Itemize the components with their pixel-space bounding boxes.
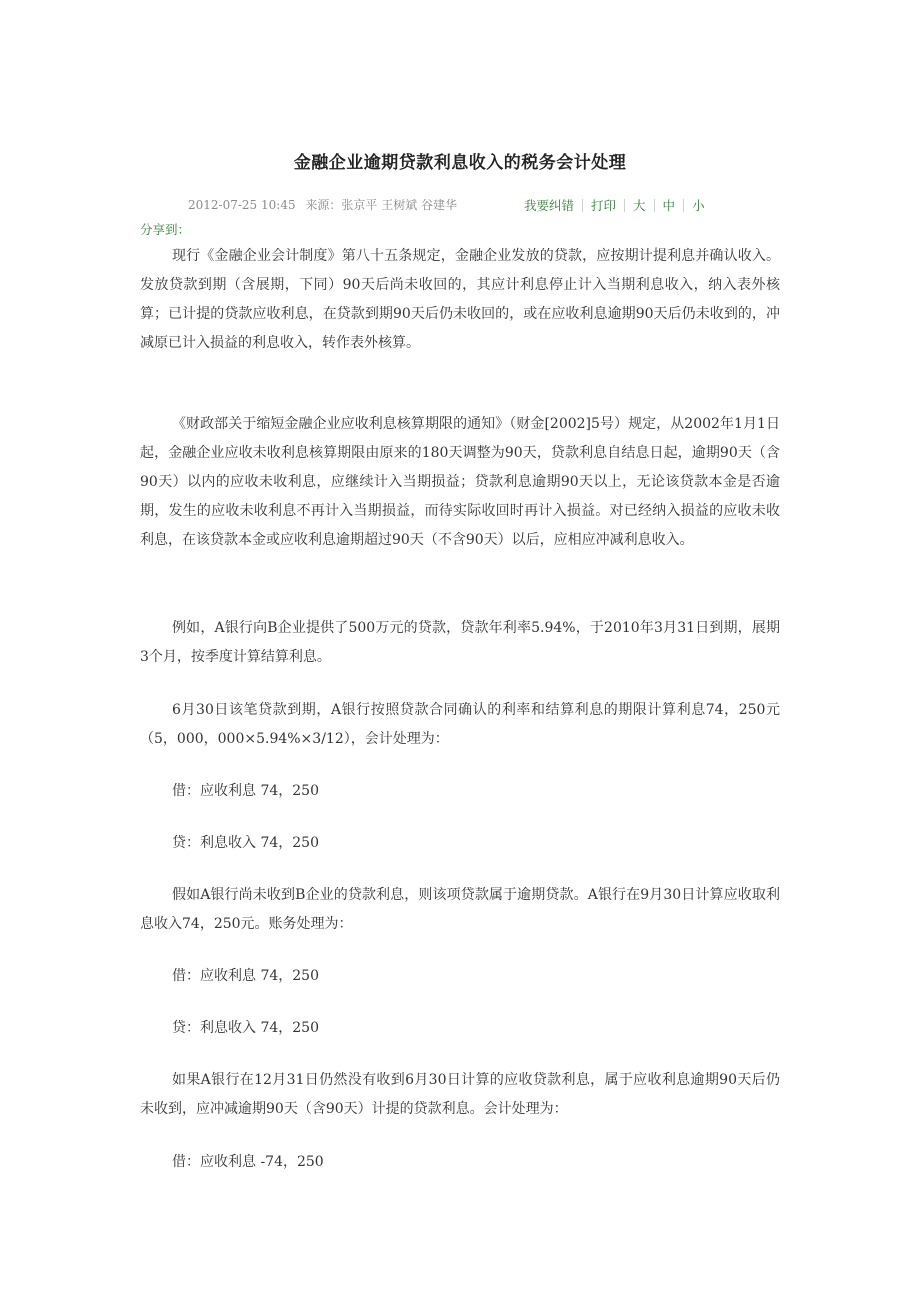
article-title: 金融企业逾期贷款利息收入的税务会计处理 xyxy=(293,153,627,173)
journal-entry-debit: 借：应收利息 -74，250 xyxy=(172,1154,324,1170)
divider xyxy=(654,199,655,212)
journal-entry-debit: 借：应收利息 74，250 xyxy=(172,783,319,799)
article-meta xyxy=(188,196,463,213)
share-label: 分享到： xyxy=(140,222,191,237)
font-small-link[interactable]: 小 xyxy=(692,198,705,213)
paragraph: 假如A银行尚未收到B企业的贷款利息，则该项贷款属于逾期贷款。A银行在9月30日计算应收取利息收入74，250元。账务处理为： xyxy=(140,887,780,932)
journal-entry-credit: 贷：利息收入 74，250 xyxy=(172,835,319,851)
publish-date: 2012-07-25 10:45 xyxy=(188,198,296,212)
article-source: 来源：张京平 王树斌 谷建华 xyxy=(305,198,458,212)
paragraph: 6月30日该笔贷款到期，A银行按照贷款合同确认的利率和结算利息的期限计算利息74，250元（5，000，000×5.94%×3/12），会计处理为： xyxy=(140,702,780,747)
divider xyxy=(683,199,684,212)
divider xyxy=(582,199,583,212)
report-error-link[interactable]: 我要纠错 xyxy=(524,198,575,213)
divider xyxy=(624,199,625,212)
journal-entry-credit: 贷：利息收入 74，250 xyxy=(172,1020,319,1036)
paragraph: 《财政部关于缩短金融企业应收利息核算期限的通知》（财金[2002]5号）规定，从2002年1月1日起，金融企业应收未收利息核算期限由原来的180天调整为90天，贷款利息自结息日起，逾期90天（含90天）以内的应收未收利息，应继续计入当期损益；贷款利息逾期90天以上，无论该贷款本金是否逾期，发生的应收未收利息不再计入当期损益，而待实际收回时再计入损益。对已经纳入损益的应收未收利息，在该贷款本金或应收利息逾期超过90天（不含90天）以后，应相应冲减利息收入。 xyxy=(140,416,780,548)
paragraph: 例如，A银行向B企业提供了500万元的贷款，贷款年利率5.94%，于2010年3月31日到期，展期3个月，按季度计算结算利息。 xyxy=(140,620,780,665)
article-actions xyxy=(524,196,705,214)
font-medium-link[interactable]: 中 xyxy=(662,198,676,213)
paragraph: 现行《金融企业会计制度》第八十五条规定，金融企业发放的贷款，应按期计提利息并确认收入。发放贷款到期（含展期，下同）90天后尚未收回的，其应计利息停止计入当期利息收入，纳入表外核算；已计提的贷款应收利息，在贷款到期90天后仍未收回的，或在应收利息逾期90天后仍未收到的，冲减原已计入损益的利息收入，转作表外核算。 xyxy=(140,248,780,351)
journal-entry-debit: 借：应收利息 74，250 xyxy=(172,968,319,984)
paragraph: 如果A银行在12月31日仍然没有收到6月30日计算的应收贷款利息，属于应收利息逾期90天后仍未收到，应冲减逾期90天（含90天）计提的贷款利息。会计处理为： xyxy=(140,1072,780,1117)
font-large-link[interactable]: 大 xyxy=(633,198,646,213)
print-link[interactable]: 打印 xyxy=(591,198,617,213)
